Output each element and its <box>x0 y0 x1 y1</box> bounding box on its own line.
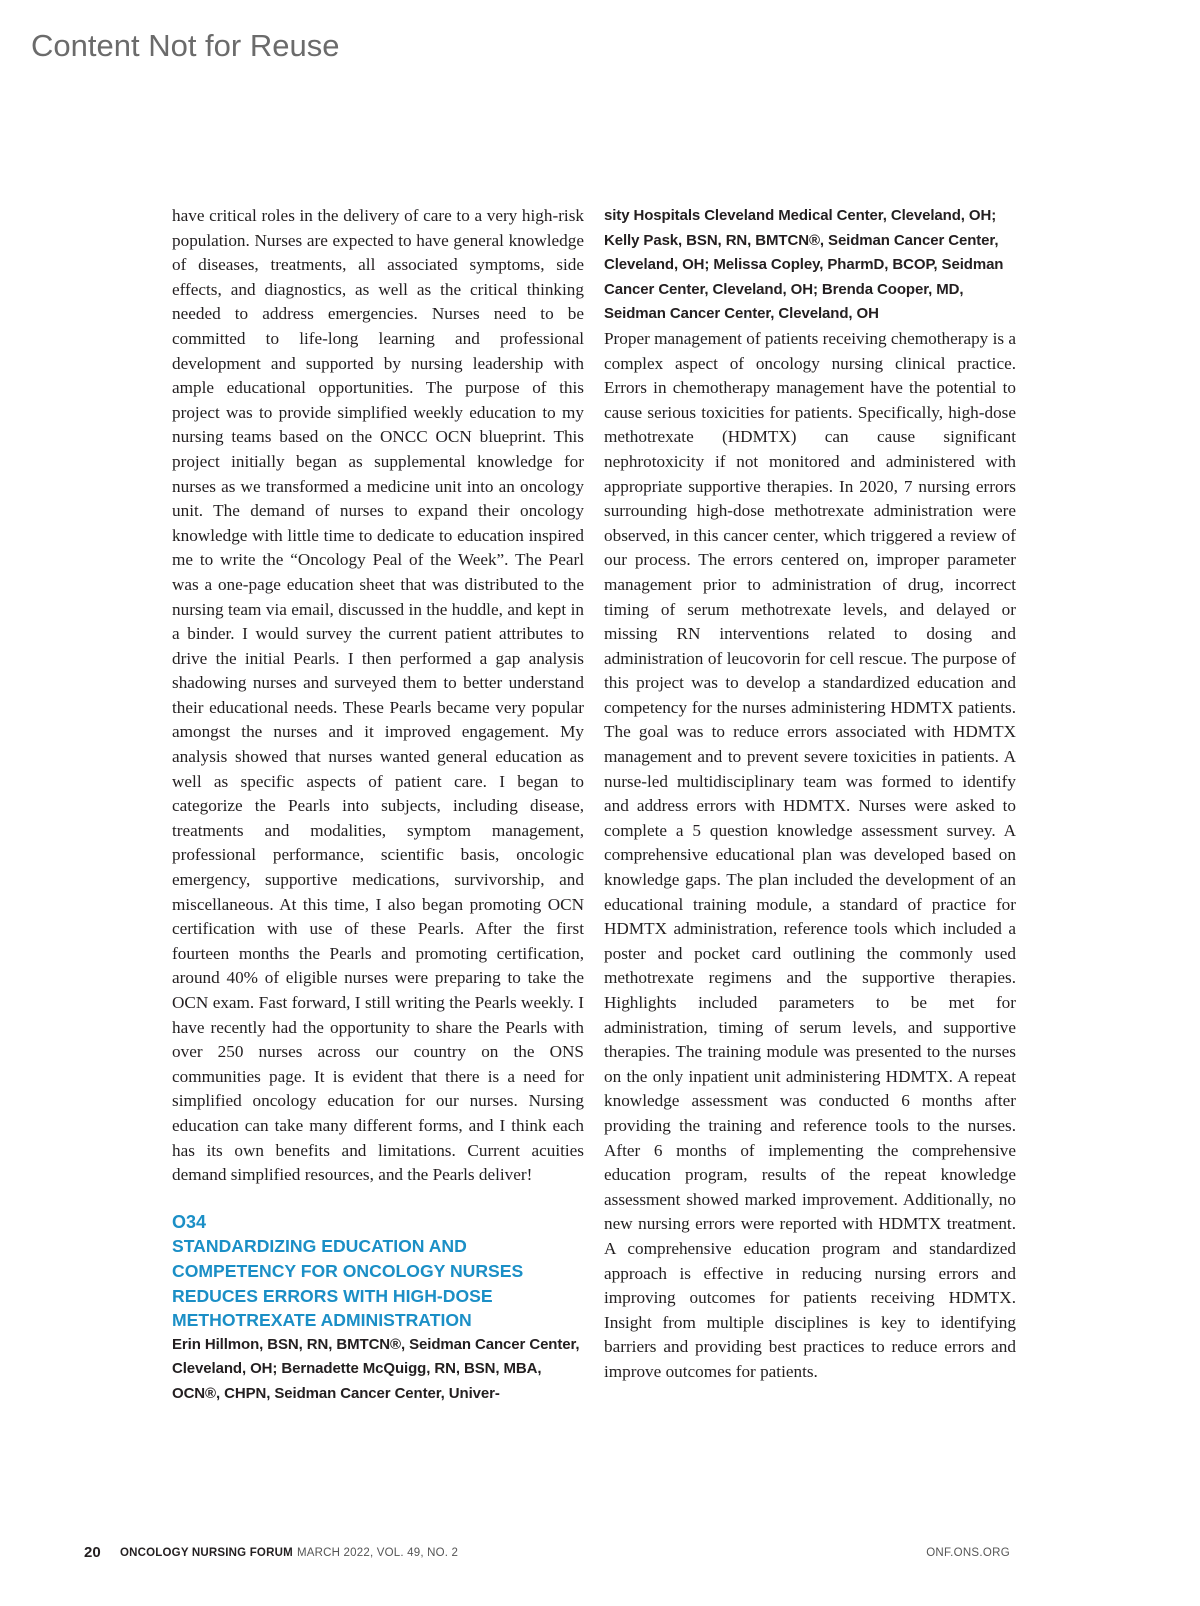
website-link[interactable]: ONF.ONS.ORG <box>926 1547 1010 1559</box>
page-footer <box>84 1544 1010 1567</box>
authors-end: sity Hospitals Cleveland Medical Center, Cleveland, OH; Kelly Pask, BSN, RN, BMTCN®, Seidman Cancer Center, Cleveland, OH; Melissa Copley, PharmD, BCOP, Seidman Cancer Center, Cleveland, OH; Brenda Cooper, MD, Seidman Cancer Center, Cleveland, OH <box>604 207 1004 323</box>
journal-name: ONCOLOGY NURSING FORUM <box>120 1547 293 1559</box>
abstract-number: O34 <box>172 1211 207 1232</box>
issue-info: MARCH 2022, VOL. 49, NO. 2 <box>297 1547 459 1559</box>
oncology-pearl-abstract-text: have critical roles in the delivery of care to a very high-risk population. Nurses are expected to have general knowledge of diseases, treatments, all associated symptoms, side effects, and diagnostics, as well as the critical thinking needed to address emergencies. Nurses need to be committed to life-long learning and professional development and supported by nursing leadership with ample educational opportunities. The purpose of this project was to provide simplified weekly education to my nursing teams based on the ONCC OCN blueprint. This project initially began as supplemental knowledge for nurses as we transformed a medicine unit into an oncology unit. The demand of nurses to expand their oncology knowledge with little time to dedicate to education inspired me to write the “Oncology Peal of the Week”. The Pearl was a one-page education sheet that was distributed to the nursing team via email, discussed in the huddle, and kept in a binder. I would survey the current patient attributes to drive the initial Pearls. I then performed a gap analysis shadowing nurses and surveyed them to better understand their educational needs. These Pearls became very popular amongst the nurses and it improved engagement. My analysis showed that nurses wanted general education as well as specific aspects of patient care. I began to categorize the Pearls into subjects, including disease, treatments and modalities, symptom management, professional performance, scientific basis, oncologic emergency, supportive medications, survivorship, and miscellaneous. At this time, I also began promoting OCN certification with use of these Pearls. After the first fourteen months the Pearls and promoting certification, around 40% of eligible nurses were preparing to take the OCN exam. Fast forward, I still writing the Pearls weekly. I have recently had the opportunity to share the Pearls with over 250 nurses across our country on the ONS communities page. It is evident that there is a need for simplified oncology education for our nurses. Nursing education can take many different forms, and I think each has its own benefits and limitations. Current acuities demand simplified resources, and the Pearls deliver! <box>172 206 584 1185</box>
right-column <box>604 204 1016 1385</box>
watermark: Content Not for Reuse <box>31 28 340 63</box>
hdmtx-abstract-text: Proper management of patients receiving chemotherapy is a complex aspect of oncology nursing clinical practice. Errors in chemotherapy management have the potential to cause serious toxicities for patients. Specifically, high-dose methotrexate (HDMTX) can cause significant nephrotoxicity if not monitored and administered with appropriate supportive therapies. In 2020, 7 nursing errors surrounding high-dose methotrexate administration were observed, in this cancer center, which triggered a review of our process. The errors centered on, improper parameter management prior to administration of drug, incorrect timing of serum methotrexate levels, and delayed or missing RN interventions related to dosing and administration of leucovorin for cell rescue. The purpose of this project was to develop a standardized education and competency for the nurses administering HDMTX patients. The goal was to reduce errors associated with HDMTX management and to prevent severe toxicities in patients. A nurse-led multidisciplinary team was formed to identify and address errors with HDMTX. Nurses were asked to complete a 5 question knowledge assessment survey. A comprehensive educational plan was developed based on knowledge gaps. The plan included the development of an educational training module, a standard of practice for HDMTX administration, reference tools which included a poster and pocket card outlining the commonly used methotrexate regimens and the supportive therapies. Highlights included parameters to be met for administration, timing of serum levels, and supportive therapies. The training module was presented to the nurses on the only inpatient unit administering HDMTX. A repeat knowledge assessment was conducted 6 months after providing the training and reference tools to the nurses. After 6 months of implementing the comprehensive education program, results of the repeat knowledge assessment showed marked improvement. Additionally, no new nursing errors were reported with HDMTX treatment. A comprehensive education program and standardized approach is effective in reducing nursing errors and improving outcomes for patients receiving HDMTX. Insight from multiple disciplines is key to identifying barriers and providing best practices to reduce errors and improve outcomes for patients. <box>604 328 1016 1381</box>
abstract-title: STANDARDIZING EDUCATION AND COMPETENCY FOR ONCOLOGY NURSES REDUCES ERRORS WITH HIGH-DOSE METHOTREXATE ADMINISTRATION <box>172 1236 524 1331</box>
page-number: 20 <box>84 1544 101 1561</box>
left-column <box>172 204 584 1407</box>
authors-start: Erin Hillmon, BSN, RN, BMTCN®, Seidman Cancer Center, Cleveland, OH; Bernadette McQuigg, RN, BSN, MBA, OCN®, CHPN, Seidman Cancer Center, Univer- <box>172 1335 580 1402</box>
